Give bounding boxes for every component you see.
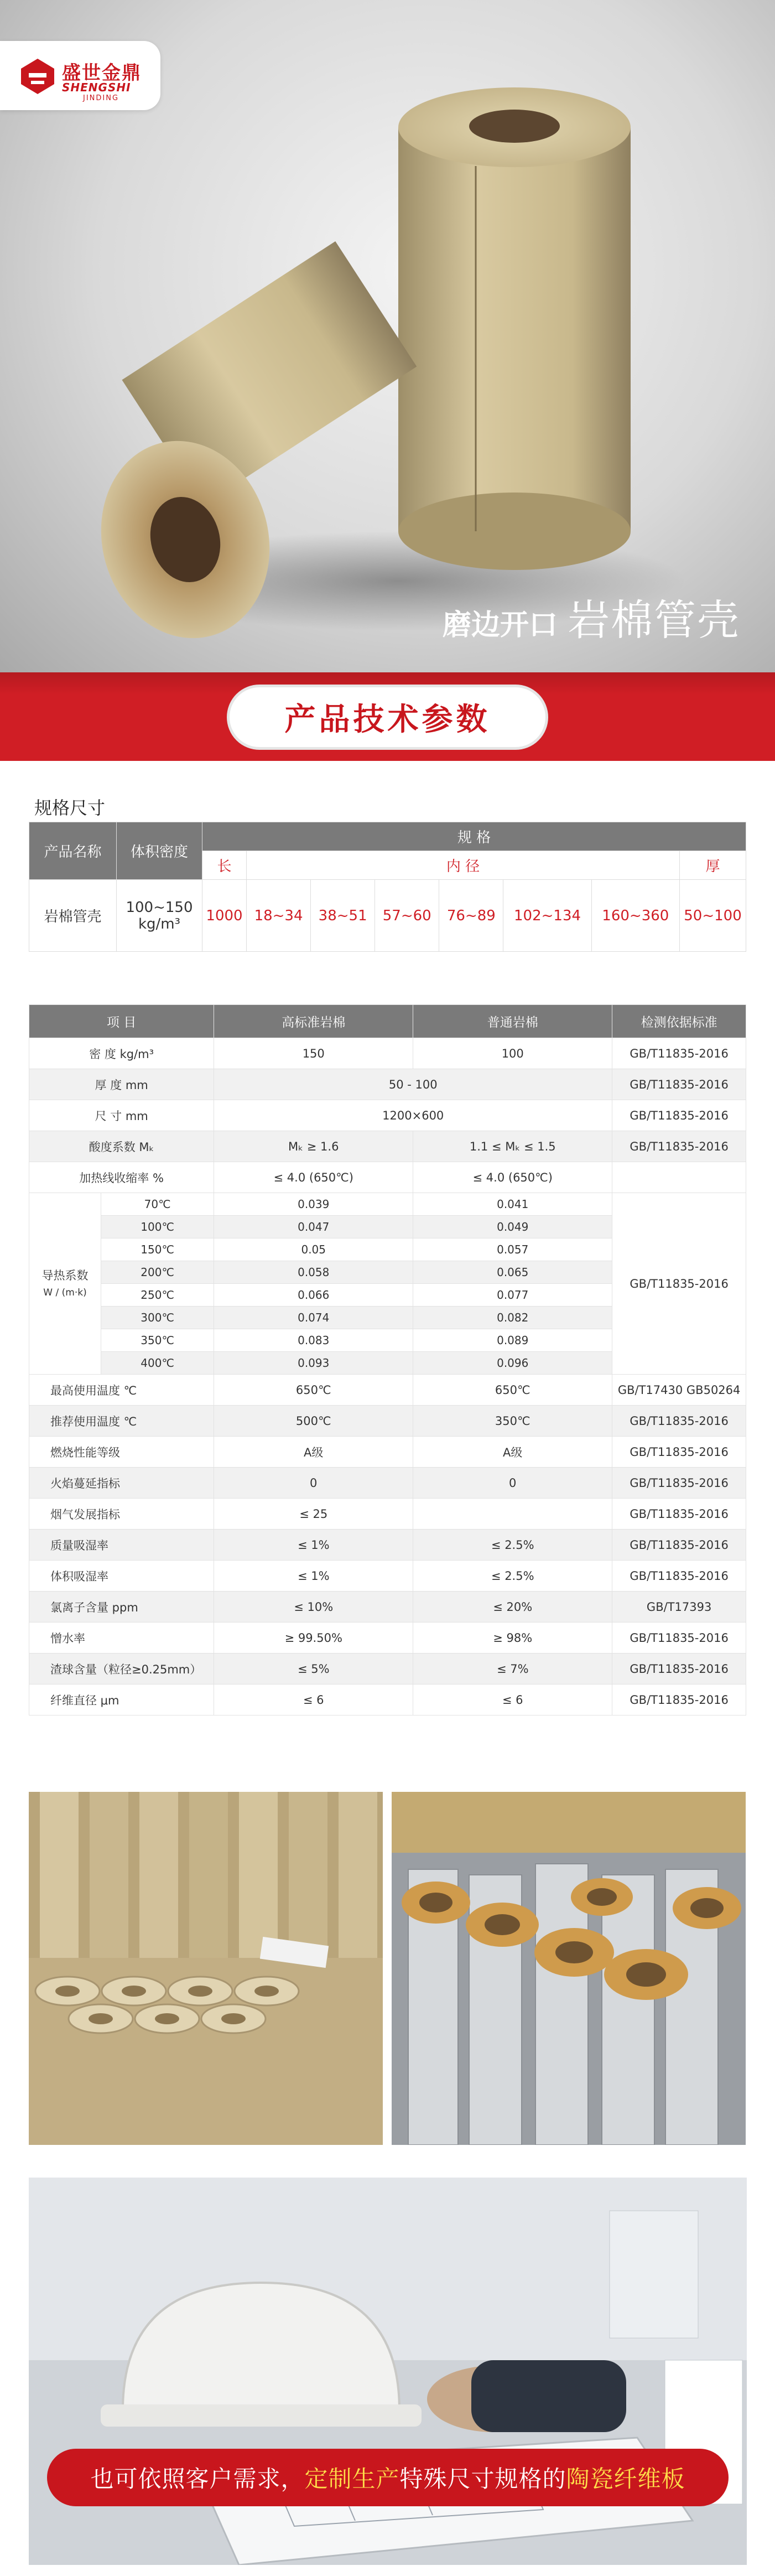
thermal-temp: 70℃	[101, 1193, 214, 1216]
row-std: GB/T11835-2016	[612, 1131, 746, 1162]
hero-caption-main: 岩棉管壳	[568, 595, 741, 645]
hero-caption	[443, 587, 740, 647]
thermal-normal: 0.082	[413, 1307, 612, 1329]
footer-part2: 定制生产	[304, 2465, 400, 2492]
row-normal: 650℃	[413, 1375, 612, 1406]
brand-name-en2: JINDING	[83, 94, 119, 102]
row-high: 500℃	[214, 1406, 413, 1437]
brand-name-cn: 盛世金鼎	[62, 62, 142, 84]
thermal-high: 0.066	[214, 1284, 413, 1307]
row-std: GB/T11835-2016	[612, 1684, 746, 1715]
thermal-normal: 0.089	[413, 1329, 612, 1352]
row-thickness: 50~100	[680, 880, 746, 952]
row-std: GB/T11835-2016	[612, 1468, 746, 1499]
row-high: ≤ 10%	[214, 1592, 413, 1623]
foil-pipes-image	[392, 1792, 746, 2145]
row-item: 憎水率	[29, 1623, 214, 1654]
table-row	[29, 1375, 746, 1406]
table-row	[29, 1623, 746, 1654]
row-std	[612, 1162, 746, 1193]
section-band	[0, 672, 775, 761]
row-length: 1000	[202, 880, 247, 952]
row-item: 尺 寸 mm	[29, 1100, 214, 1131]
row-std: GB/T11835-2016	[612, 1561, 746, 1592]
row-std: GB/T17393	[612, 1592, 746, 1623]
hero-banner	[0, 0, 775, 672]
logo-icon	[18, 56, 58, 96]
row-inner-5: 160~360	[591, 880, 679, 952]
thermal-temp: 350℃	[101, 1329, 214, 1352]
row-high: ≥ 99.50%	[214, 1623, 413, 1654]
row-merged: 50 - 100	[214, 1069, 612, 1100]
spec-card	[11, 761, 764, 1779]
row-item: 最高使用温度 ℃	[29, 1375, 214, 1406]
stacked-pipes-photo	[29, 1792, 383, 2145]
row-high: ≤ 5%	[214, 1654, 413, 1684]
row-high: ≤ 25	[214, 1499, 413, 1530]
brand-name-en: SHENGSHI	[62, 81, 131, 94]
row-high: 0	[214, 1468, 413, 1499]
row-std: GB/T11835-2016	[612, 1499, 746, 1530]
row-std: GB/T11835-2016	[612, 1406, 746, 1437]
row-item: 纤维直径 μm	[29, 1684, 214, 1715]
row-item: 密 度 kg/m³	[29, 1038, 214, 1069]
row-normal: ≤ 4.0 (650℃)	[413, 1162, 612, 1193]
table-row	[29, 1437, 746, 1468]
thermal-temp: 100℃	[101, 1216, 214, 1238]
tech-table	[29, 1004, 746, 1715]
thermal-normal: 0.065	[413, 1261, 612, 1284]
sub-thickness: 厚	[680, 851, 746, 880]
row-normal: ≥ 98%	[413, 1623, 612, 1654]
row-item: 燃烧性能等级	[29, 1437, 214, 1468]
section-title: 产品技术参数	[284, 702, 491, 738]
foil-pipes-photo	[392, 1792, 746, 2145]
row-std: GB/T11835-2016	[612, 1069, 746, 1100]
row-high: Mₖ ≥ 1.6	[214, 1131, 413, 1162]
thermal-temp: 300℃	[101, 1307, 214, 1329]
row-item: 氯离子含量 ppm	[29, 1592, 214, 1623]
thermal-label-cell	[29, 1193, 101, 1375]
row-item: 厚 度 mm	[29, 1069, 214, 1100]
row-normal	[413, 1499, 612, 1530]
row-inner-0: 18~34	[247, 880, 311, 952]
col-spec: 规 格	[202, 822, 746, 851]
thermal-normal: 0.057	[413, 1238, 612, 1261]
row-high: A级	[214, 1437, 413, 1468]
thermal-temp: 250℃	[101, 1284, 214, 1307]
table-row	[29, 1193, 746, 1216]
row-product-name: 岩棉管壳	[29, 880, 117, 952]
table-row	[29, 1038, 746, 1069]
row-high: ≤ 4.0 (650℃)	[214, 1162, 413, 1193]
engineer-blueprint-image	[29, 2178, 747, 2565]
row-normal: 100	[413, 1038, 612, 1069]
section-title-pill	[227, 685, 548, 750]
row-inner-2: 57~60	[375, 880, 439, 952]
engineer-photo	[29, 2178, 747, 2565]
thermal-normal: 0.077	[413, 1284, 612, 1307]
thermal-high: 0.058	[214, 1261, 413, 1284]
thermal-normal: 0.096	[413, 1352, 612, 1375]
custom-order-banner	[47, 2449, 729, 2506]
row-inner-3: 76~89	[439, 880, 503, 952]
spec-table	[29, 822, 746, 952]
row-std: GB/T11835-2016	[612, 1100, 746, 1131]
col-product-name: 产品名称	[29, 822, 117, 880]
row-normal: ≤ 7%	[413, 1654, 612, 1684]
row-item: 烟气发展指标	[29, 1499, 214, 1530]
thermal-high: 0.083	[214, 1329, 413, 1352]
table-row	[29, 1499, 746, 1530]
tech-header-normal: 普通岩棉	[413, 1005, 612, 1038]
row-high: ≤ 1%	[214, 1530, 413, 1561]
row-inner-1: 38~51	[311, 880, 375, 952]
row-item: 推荐使用温度 ℃	[29, 1406, 214, 1437]
thermal-high: 0.039	[214, 1193, 413, 1216]
footer-part4: 陶瓷纤维板	[566, 2465, 685, 2492]
thermal-high: 0.05	[214, 1238, 413, 1261]
row-normal: ≤ 2.5%	[413, 1530, 612, 1561]
row-normal: 1.1 ≤ Mₖ ≤ 1.5	[413, 1131, 612, 1162]
thermal-label: 导热系数	[41, 1269, 89, 1283]
table-row	[29, 1069, 746, 1100]
thermal-high: 0.074	[214, 1307, 413, 1329]
table-row	[29, 1162, 746, 1193]
row-std: GB/T11835-2016	[612, 1437, 746, 1468]
table-row	[29, 1530, 746, 1561]
stacked-pipes-image	[29, 1792, 383, 2145]
row-high: 150	[214, 1038, 413, 1069]
row-item: 酸度系数 Mₖ	[29, 1131, 214, 1162]
row-item: 质量吸湿率	[29, 1530, 214, 1561]
row-inner-4: 102~134	[503, 880, 591, 952]
footer-part1: 也可依照客户需求，	[90, 2465, 305, 2492]
thermal-temp: 400℃	[101, 1352, 214, 1375]
row-std: GB/T11835-2016	[612, 1038, 746, 1069]
thermal-high: 0.093	[214, 1352, 413, 1375]
tech-header-std: 检测依据标准	[612, 1005, 746, 1038]
row-normal: A级	[413, 1437, 612, 1468]
row-normal: 350℃	[413, 1406, 612, 1437]
thermal-temp: 150℃	[101, 1238, 214, 1261]
spec-section-title: 规格尺寸	[34, 797, 106, 818]
row-std: GB/T17430 GB50264	[612, 1375, 746, 1406]
row-std: GB/T11835-2016	[612, 1623, 746, 1654]
table-row	[29, 1131, 746, 1162]
footer-part3: 特殊尺寸规格的	[399, 2465, 566, 2492]
table-row	[29, 1406, 746, 1437]
sub-inner-diameter: 内 径	[247, 851, 680, 880]
sub-length: 长	[202, 851, 247, 880]
table-row	[29, 1100, 746, 1131]
row-std: GB/T11835-2016	[612, 1530, 746, 1561]
table-row	[29, 1654, 746, 1684]
row-density: 100~150 kg/m³	[117, 880, 202, 952]
row-item: 加热线收缩率 %	[29, 1162, 214, 1193]
thermal-high: 0.047	[214, 1216, 413, 1238]
row-normal: ≤ 2.5%	[413, 1561, 612, 1592]
row-high: ≤ 6	[214, 1684, 413, 1715]
row-merged: 1200×600	[214, 1100, 612, 1131]
row-item: 火焰蔓延指标	[29, 1468, 214, 1499]
row-high: 650℃	[214, 1375, 413, 1406]
hero-caption-sub: 磨边开口	[443, 609, 558, 642]
table-row	[29, 1561, 746, 1592]
thermal-unit: W / (m·k)	[43, 1287, 87, 1298]
thermal-std: GB/T11835-2016	[612, 1193, 746, 1375]
thermal-normal: 0.049	[413, 1216, 612, 1238]
row-high: ≤ 1%	[214, 1561, 413, 1592]
row-item: 体积吸湿率	[29, 1561, 214, 1592]
row-std: GB/T11835-2016	[612, 1654, 746, 1684]
row-normal: ≤ 6	[413, 1684, 612, 1715]
thermal-normal: 0.041	[413, 1193, 612, 1216]
table-row	[29, 1684, 746, 1715]
thermal-temp: 200℃	[101, 1261, 214, 1284]
tech-header-high: 高标准岩棉	[214, 1005, 413, 1038]
table-row	[29, 1592, 746, 1623]
tech-header-item: 项 目	[29, 1005, 214, 1038]
row-normal: ≤ 20%	[413, 1592, 612, 1623]
table-row	[29, 1468, 746, 1499]
row-normal: 0	[413, 1468, 612, 1499]
col-density: 体积密度	[117, 822, 202, 880]
brand-logo	[0, 41, 160, 110]
row-item: 渣球含量（粒径≥0.25mm）	[29, 1654, 214, 1684]
